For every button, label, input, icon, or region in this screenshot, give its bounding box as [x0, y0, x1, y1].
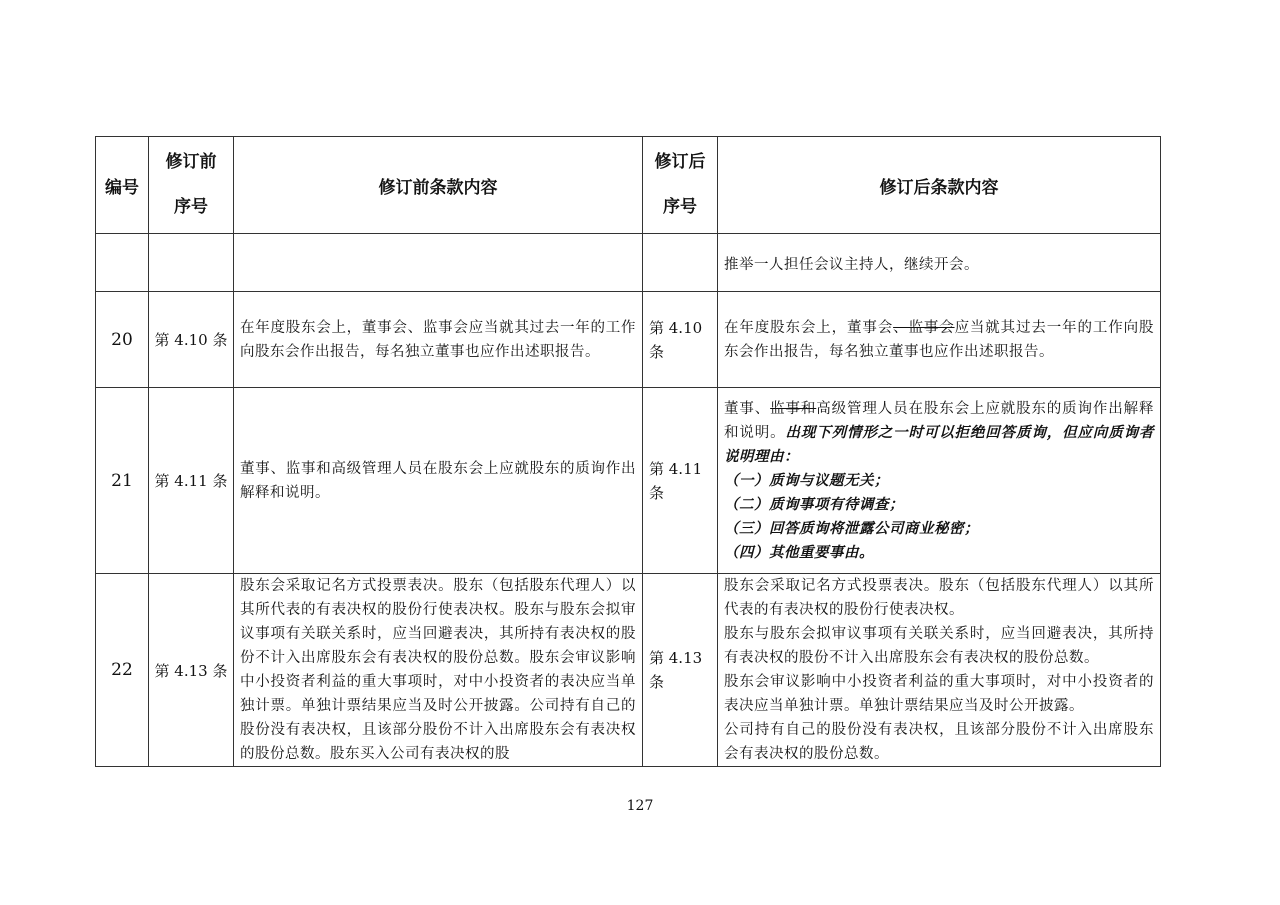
table-row: [96, 574, 1161, 767]
after-paragraph: 公司持有自己的股份没有表决权，且该部分股份不计入出席股东会有表决权的股份总数。: [724, 722, 1154, 762]
after-article: 第 4.13 条: [649, 649, 703, 691]
after-paragraph: 股东与股东会拟审议事项有关联关系时，应当回避表决，其所持有表决权的股份不计入出席股东会有表决权的股份总数。: [724, 626, 1154, 666]
after-text-part: 董事、: [724, 400, 771, 417]
after-content-text: [718, 574, 1160, 766]
added-list-item: （四）其他重要事由。: [724, 543, 874, 561]
row-number: 21: [96, 388, 149, 574]
before-content-text: 董事、监事和高级管理人员在股东会上应就股东的质询作出解释和说明。: [240, 460, 636, 501]
deleted-text: 监事和: [770, 400, 817, 417]
page-number: 127: [626, 798, 654, 814]
added-text: 出现下列情形之一时可以拒绝回答质询，但应向质询者说明理由：: [724, 423, 1155, 465]
after-content-text: 推举一人担任会议主持人，继续开会。: [724, 256, 979, 273]
before-article: 第 4.11 条: [149, 388, 234, 574]
deleted-text: 、监事会: [893, 319, 955, 336]
row-number: 20: [96, 292, 149, 388]
after-paragraph: 股东会采取记名方式投票表决。股东（包括股东代理人）以其所代表的有表决权的股份行使表决权。: [724, 578, 1154, 618]
header-no: 编号: [96, 137, 149, 234]
added-list-item: （二）质询事项有待调查；: [724, 495, 904, 513]
header-after-seq: [643, 137, 718, 234]
before-article: 第 4.13 条: [149, 574, 234, 767]
header-before-seq: [149, 137, 234, 234]
after-article: 第 4.10 条: [649, 318, 703, 361]
header-after-content: 修订后条款内容: [718, 137, 1161, 234]
after-content-text: [718, 397, 1160, 565]
header-before-seq-line2: 序号: [174, 197, 208, 217]
after-text-part: 应当就其过去一年的工作向股东会作出报告，每名独立董事也应作出述职报告。: [724, 319, 1155, 360]
header-after-seq-line2: 序号: [663, 197, 697, 217]
after-text-part: 高级管理人员在股东会上应就股东的质询作出解释和说明。: [724, 400, 1155, 441]
header-before-seq-line1: 修订前: [165, 152, 217, 172]
after-text-part: 在年度股东会上，董事会: [724, 319, 894, 336]
before-content-text: 在年度股东会上，董事会、监事会应当就其过去一年的工作向股东会作出报告，每名独立董事也应作出述职报告。: [240, 319, 636, 360]
table-row: [96, 234, 1161, 292]
row-number: 22: [96, 574, 149, 767]
after-content-text: [718, 316, 1160, 364]
table-row: [96, 292, 1161, 388]
before-content-text: 股东会采取记名方式投票表决。股东（包括股东代理人）以其所代表的有表决权的股份行使表决权。股东与股东会拟审议事项有关联关系时，应当回避表决，其所持有表决权的股份不计入出席股东会有表决权的股份总数。股东会审议影响中小投资者利益的重大事项时，对中小投资者的表决应当单独计票。单独计票结果应当及时公开披露。公司持有自己的股份没有表决权，且该部分股份不计入出席股东会有表决权的股份总数。股东买入公司有表决权的股: [240, 578, 636, 762]
before-article: 第 4.10 条: [149, 292, 234, 388]
added-list-item: （一）质询与议题无关；: [724, 471, 889, 489]
header-after-seq-line1: 修订后: [654, 152, 706, 172]
after-article: 第 4.11 条: [649, 459, 703, 502]
added-list-item: （三）回答质询将泄露公司商业秘密；: [724, 519, 979, 537]
table-row: [96, 388, 1161, 574]
revision-comparison-table: [95, 136, 1161, 767]
after-paragraph: 股东会审议影响中小投资者利益的重大事项时，对中小投资者的表决应当单独计票。单独计票结果应当及时公开披露。: [724, 674, 1154, 714]
table-header-row: [96, 137, 1161, 234]
header-before-content: 修订前条款内容: [234, 137, 643, 234]
